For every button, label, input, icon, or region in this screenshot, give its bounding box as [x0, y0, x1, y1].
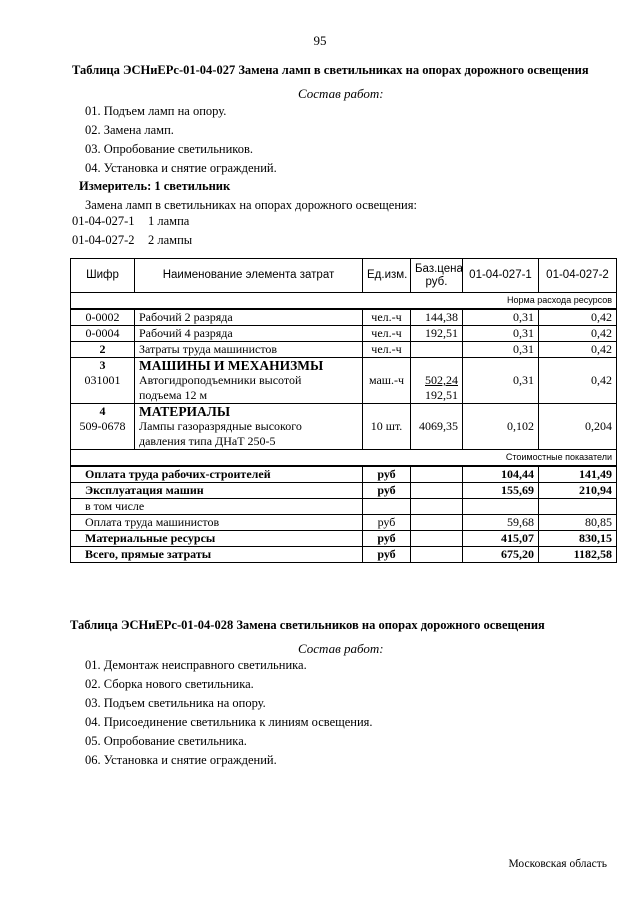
cost-value-1: 155,69: [463, 483, 539, 499]
table-header-row: [71, 259, 617, 293]
cell-value-2-text: 0,204: [585, 419, 612, 433]
cell-code: [71, 404, 135, 450]
cost-label: Эксплуатация машин: [71, 483, 363, 499]
table2-work-item: 06. Установка и снятие ограждений.: [85, 753, 277, 767]
cost-unit: руб: [363, 466, 411, 483]
cell-price-line1: 502,24: [425, 373, 458, 387]
table1-work-item: 04. Установка и снятие ограждений.: [85, 161, 277, 175]
cell-name: Затраты труда машинистов: [135, 342, 363, 358]
section-number: 4: [99, 404, 106, 418]
cell-value-1-text: 0,102: [507, 419, 534, 433]
cell-value-2: 0,42: [539, 309, 617, 326]
cost-unit: руб: [363, 531, 411, 547]
cell-value-1: 0,31: [463, 342, 539, 358]
header-price: [411, 259, 463, 293]
cell-name-line: давления типа ДНаТ 250-5: [139, 434, 276, 448]
cost-row: [71, 547, 617, 563]
table1-title: Таблица ЭСНиЕРс-01-04-027 Замена ламп в светильниках на опорах дорожного освещения: [72, 63, 589, 77]
cell-price: 192,51: [411, 326, 463, 342]
cell-name-line: Автогидроподъемники высотой: [139, 373, 302, 387]
table-row: [71, 404, 617, 450]
cost-row: [71, 515, 617, 531]
table1-variant-text: 2 лампы: [148, 233, 193, 247]
cell-price: 144,38: [411, 309, 463, 326]
cost-value-2: 830,15: [539, 531, 617, 547]
cost-value-1: 59,68: [463, 515, 539, 531]
table2-sostav-label: Состав работ:: [298, 641, 384, 656]
cell-code: 0-0002: [71, 309, 135, 326]
header-shifr: Шифр: [71, 259, 135, 293]
cell-unit: чел.-ч: [363, 342, 411, 358]
cell-value-2: [539, 358, 617, 404]
table1-variant-code: 01-04-027-1: [72, 214, 135, 228]
cell-name-line: подъема 12 м: [139, 388, 208, 402]
cell-code: [71, 358, 135, 404]
cell-value-1: 0,31: [463, 309, 539, 326]
table1-izmeritel: Измеритель: 1 светильник: [79, 179, 231, 193]
cell-unit-value: маш.-ч: [368, 373, 405, 387]
cost-label: Оплата труда машинистов: [71, 515, 363, 531]
header-price-line2: руб.: [425, 275, 448, 288]
cell-value-2: 0,42: [539, 342, 617, 358]
cell-code: 0-0004: [71, 326, 135, 342]
table2-work-item: 01. Демонтаж неисправного светильника.: [85, 658, 307, 672]
norms-table: [70, 258, 617, 563]
cost-value-2: 1182,58: [539, 547, 617, 563]
cost-label: Материальные ресурсы: [71, 531, 363, 547]
cost-value-2: 80,85: [539, 515, 617, 531]
cell-value-2: 0,42: [539, 326, 617, 342]
table2-title: Таблица ЭСНиЕРс-01-04-028 Замена светильников на опорах дорожного освещения: [70, 618, 545, 632]
header-price-line1: Баз.цена: [415, 262, 463, 275]
cell-value-1-text: 0,31: [513, 373, 534, 387]
table1-work-item: 03. Опробование светильников.: [85, 142, 254, 156]
table1-variant-code: 01-04-027-2: [72, 233, 135, 247]
header-unit: Ед.изм.: [363, 259, 411, 293]
cell-value-2: [539, 404, 617, 450]
cost-unit: руб: [363, 515, 411, 531]
table2-work-item: 04. Присоединение светильника к линиям освещения.: [85, 715, 373, 729]
cell-value-1: [463, 358, 539, 404]
section-title: МАТЕРИАЛЫ: [139, 404, 231, 419]
cost-row: [71, 499, 617, 515]
cell-unit: чел.-ч: [363, 326, 411, 342]
cell-unit-value: 10 шт.: [370, 419, 403, 433]
cell-name: [135, 404, 363, 450]
page-number: 95: [313, 33, 327, 48]
cell-code-value: 031001: [84, 373, 121, 387]
table1-description: Замена ламп в светильниках на опорах дорожного освещения:: [85, 198, 417, 212]
table-row: [71, 326, 617, 342]
table1-sostav-label: Состав работ:: [298, 86, 384, 101]
cost-row: [71, 531, 617, 547]
cell-price: [411, 404, 463, 450]
footer-region: Московская область: [508, 858, 607, 870]
cost-label: Оплата труда рабочих-строителей: [71, 466, 363, 483]
cell-price: [411, 358, 463, 404]
note-cost: Стоимостные показатели: [71, 450, 617, 467]
cost-label: Всего, прямые затраты: [71, 547, 363, 563]
cell-value-1: [463, 404, 539, 450]
note-row: [71, 450, 617, 467]
cost-unit: руб: [363, 483, 411, 499]
note-row: [71, 293, 617, 310]
cell-unit: [363, 404, 411, 450]
table2-work-item: 03. Подъем светильника на опору.: [85, 696, 266, 710]
table2-work-item: 05. Опробование светильника.: [85, 734, 247, 748]
cost-value-1: 415,07: [463, 531, 539, 547]
cell-value-2-text: 0,42: [591, 373, 612, 387]
cost-unit: руб: [363, 547, 411, 563]
table1-work-item: 02. Замена ламп.: [85, 123, 174, 137]
cell-price: [411, 342, 463, 358]
header-col1: 01-04-027-1: [463, 259, 539, 293]
cell-code: 2: [71, 342, 135, 358]
section-title: МАШИНЫ И МЕХАНИЗМЫ: [139, 358, 324, 373]
table-row: [71, 358, 617, 404]
cost-label: в том числе: [71, 499, 363, 515]
cell-name: [135, 358, 363, 404]
header-name: Наименование элемента затрат: [135, 259, 363, 293]
cost-value-2: 141,49: [539, 466, 617, 483]
cell-name: Рабочий 4 разряда: [135, 326, 363, 342]
table-row: [71, 342, 617, 358]
cell-value-1: 0,31: [463, 326, 539, 342]
cell-price-value: 4069,35: [419, 419, 458, 433]
table2-work-item: 02. Сборка нового светильника.: [85, 677, 254, 691]
cell-code-value: 509-0678: [79, 419, 126, 433]
section-number: 3: [99, 358, 106, 372]
table-row: [71, 309, 617, 326]
cell-name: Рабочий 2 разряда: [135, 309, 363, 326]
cost-value-1: 675,20: [463, 547, 539, 563]
table1-variant-text: 1 лампа: [148, 214, 190, 228]
header-col2: 01-04-027-2: [539, 259, 617, 293]
cell-unit: чел.-ч: [363, 309, 411, 326]
cell-name-line: Лампы газоразрядные высокого: [139, 419, 302, 433]
cost-value-1: 104,44: [463, 466, 539, 483]
cost-row: [71, 483, 617, 499]
cell-unit: [363, 358, 411, 404]
cost-row: [71, 466, 617, 483]
table1-work-item: 01. Подъем ламп на опору.: [85, 104, 227, 118]
cell-price-line2: 192,51: [425, 388, 458, 402]
cost-value-2: 210,94: [539, 483, 617, 499]
note-norm: Норма расхода ресурсов: [71, 293, 617, 310]
